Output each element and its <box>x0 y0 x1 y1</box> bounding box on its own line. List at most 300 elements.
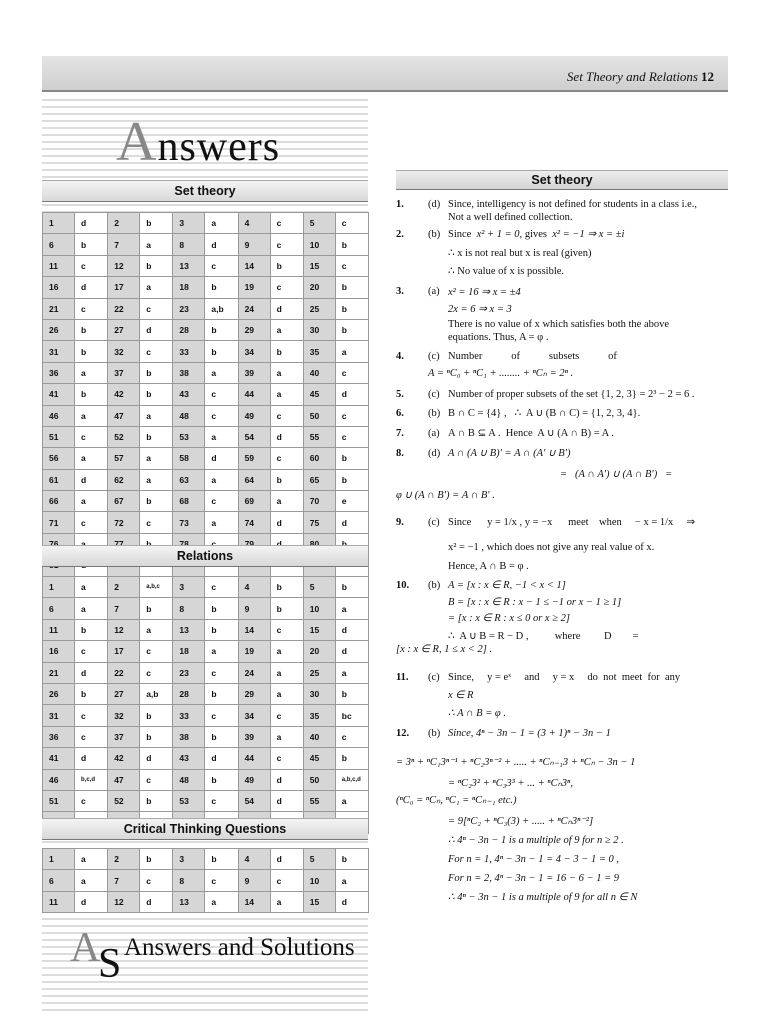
question-number-cell: 12 <box>108 619 140 640</box>
solution-option: (a) <box>428 428 440 439</box>
question-number-cell: 17 <box>108 641 140 662</box>
question-number-cell: 9 <box>238 598 270 619</box>
answer-cell: c <box>140 769 173 790</box>
question-number-cell: 20 <box>303 641 335 662</box>
question-number-cell: 7 <box>108 870 140 891</box>
answer-cell: d <box>205 748 238 769</box>
answer-cell: c <box>335 255 368 276</box>
answer-cell: c <box>75 641 108 662</box>
question-number-cell: 28 <box>173 319 205 340</box>
question-number-cell: 7 <box>108 234 140 255</box>
answer-cell: b <box>335 319 368 340</box>
question-number-cell: 16 <box>43 641 75 662</box>
answer-cell: a <box>205 641 238 662</box>
solution-number: 6. <box>396 408 404 419</box>
question-number-cell: 55 <box>303 790 335 811</box>
answer-cell: b <box>205 769 238 790</box>
set-theory-answer-table <box>42 212 369 577</box>
answer-cell: b <box>140 726 173 747</box>
answer-cell: d <box>75 748 108 769</box>
answer-cell: a <box>205 891 238 912</box>
answer-cell: c <box>205 255 238 276</box>
answer-cell: c <box>205 662 238 683</box>
question-number-cell: 33 <box>173 341 205 362</box>
question-number-cell: 23 <box>173 298 205 319</box>
question-number-cell: 13 <box>173 255 205 276</box>
question-number-cell: 14 <box>238 255 270 276</box>
math-expression: For n = 1, 4ⁿ − 3n − 1 = 4 − 3 − 1 = 0 , <box>448 854 620 865</box>
table-row <box>43 769 369 790</box>
question-number-cell: 14 <box>238 891 270 912</box>
answer-cell: b <box>140 384 173 405</box>
math-expression: B = [x : x ∈ R : x − 1 ≤ −1 or x − 1 ≥ 1] <box>448 597 622 608</box>
solution-option: (c) <box>428 517 440 528</box>
solution-option: (b) <box>428 580 441 591</box>
answer-cell: a <box>205 512 238 533</box>
solution-text <box>448 285 728 344</box>
question-number-cell: 64 <box>238 469 270 490</box>
math-expression: ∴ 4ⁿ − 3n − 1 is a multiple of 9 for n ≥ 2 . <box>448 835 624 846</box>
logo-letter-s: S <box>98 941 122 987</box>
answer-cell: b <box>140 213 173 234</box>
answer-cell: b <box>75 683 108 704</box>
question-number-cell: 62 <box>108 469 140 490</box>
question-number-cell: 44 <box>238 748 270 769</box>
answer-cell: b <box>205 341 238 362</box>
solution-option: (b) <box>428 728 441 739</box>
solution-text: A ∩ B ⊆ A . Hence A ∪ (A ∩ B) = A . <box>448 428 614 439</box>
table-row <box>43 849 369 870</box>
solution-option: (c) <box>428 672 440 683</box>
question-number-cell: 32 <box>108 341 140 362</box>
question-number-cell: 46 <box>43 405 75 426</box>
answer-cell: b <box>140 491 173 512</box>
answer-cell: a <box>75 362 108 383</box>
answer-cell: c <box>335 405 368 426</box>
answer-cell: a <box>270 384 303 405</box>
answer-cell: b <box>205 619 238 640</box>
question-number-cell: 72 <box>108 512 140 533</box>
solution-line: There is no value of x which satisfies both the above <box>448 319 670 330</box>
solution-line: ∴ No value of x is possible. <box>448 266 565 277</box>
question-number-cell: 36 <box>43 362 75 383</box>
answer-cell: c <box>270 870 303 891</box>
solution-number: 11. <box>396 672 409 683</box>
critical-thinking-heading: Critical Thinking Questions <box>42 818 368 840</box>
answer-cell: d <box>75 469 108 490</box>
answer-cell: b <box>205 726 238 747</box>
header-text <box>567 69 714 85</box>
question-number-cell: 15 <box>303 891 335 912</box>
question-number-cell: 65 <box>303 469 335 490</box>
answers-panel <box>42 94 368 1014</box>
answers-title-rest: nswers <box>157 124 281 170</box>
solution-line: ∴ A ∪ B = R − D , where D = <box>448 631 639 642</box>
question-number-cell: 48 <box>173 405 205 426</box>
question-number-cell: 6 <box>43 870 75 891</box>
question-number-cell: 18 <box>173 641 205 662</box>
answer-cell: c <box>270 213 303 234</box>
question-number-cell: 5 <box>303 849 335 870</box>
solution-line: Not a well defined collection. <box>448 212 573 223</box>
solution-line: Number of subsets of <box>448 351 617 362</box>
answer-cell: c <box>335 426 368 447</box>
answer-cell: b <box>335 234 368 255</box>
answer-cell: d <box>335 641 368 662</box>
answer-cell: b <box>205 319 238 340</box>
table-row <box>43 598 369 619</box>
answer-cell: c <box>335 362 368 383</box>
question-number-cell: 43 <box>173 748 205 769</box>
solution-number: 8. <box>396 448 404 459</box>
question-number-cell: 74 <box>238 512 270 533</box>
answer-cell: c <box>270 405 303 426</box>
question-number-cell: 27 <box>108 319 140 340</box>
answer-cell: c <box>335 726 368 747</box>
math-expression: = ⁿC₂3² + ⁿC₃3³ + ... + ⁿCₙ3ⁿ, <box>448 778 573 789</box>
question-number-cell: 54 <box>238 790 270 811</box>
question-number-cell: 36 <box>43 726 75 747</box>
question-number-cell: 11 <box>43 255 75 276</box>
question-number-cell: 49 <box>238 405 270 426</box>
table-row <box>43 319 369 340</box>
answer-cell: a <box>270 641 303 662</box>
question-number-cell: 20 <box>303 277 335 298</box>
answer-cell: c <box>270 705 303 726</box>
answer-cell: d <box>270 790 303 811</box>
answer-cell: a <box>205 469 238 490</box>
answer-cell: a <box>140 277 173 298</box>
answer-cell: a <box>75 577 108 598</box>
answer-cell: d <box>270 298 303 319</box>
solution-option: (a) <box>428 286 440 297</box>
answer-cell: c <box>205 491 238 512</box>
answer-cell: c <box>75 298 108 319</box>
answer-cell: d <box>205 448 238 469</box>
answer-cell: a <box>140 405 173 426</box>
solution-line: Since y = 1/x , y = −x meet when − x = 1/x ⇒ <box>448 517 696 528</box>
question-number-cell: 13 <box>173 619 205 640</box>
solution-option: (d) <box>428 199 441 210</box>
question-number-cell: 24 <box>238 662 270 683</box>
question-number-cell: 42 <box>108 748 140 769</box>
relations-heading: Relations <box>42 545 368 567</box>
answer-cell: c <box>75 512 108 533</box>
table-row <box>43 426 369 447</box>
question-number-cell: 33 <box>173 705 205 726</box>
question-number-cell: 12 <box>108 255 140 276</box>
math-expression: = 3ⁿ + ⁿC₁3ⁿ⁻¹ + ⁿC₂3ⁿ⁻² + ..... + ⁿCₙ₋₁3 + ⁿCₙ − 3n − 1 <box>396 757 636 768</box>
question-number-cell: 34 <box>238 705 270 726</box>
solution-option: (c) <box>428 351 440 362</box>
answer-cell: a <box>75 405 108 426</box>
answer-cell: a <box>270 662 303 683</box>
answer-cell: c <box>75 255 108 276</box>
answer-cell: b <box>140 426 173 447</box>
question-number-cell: 2 <box>108 849 140 870</box>
question-number-cell: 50 <box>303 405 335 426</box>
question-number-cell: 35 <box>303 705 335 726</box>
answer-cell: c <box>140 641 173 662</box>
table-row <box>43 298 369 319</box>
solution-number: 1. <box>396 199 404 210</box>
logo-letter-a: A <box>70 925 101 971</box>
critical-thinking-answer-table <box>42 848 369 913</box>
question-number-cell: 51 <box>43 426 75 447</box>
solution-text-fragment: Since <box>448 229 472 240</box>
question-number-cell: 45 <box>303 384 335 405</box>
answer-cell: c <box>205 405 238 426</box>
table-row <box>43 790 369 811</box>
answer-cell: c <box>75 705 108 726</box>
answer-cell: b <box>270 598 303 619</box>
answer-cell: c <box>75 790 108 811</box>
solution-option: (b) <box>428 408 441 419</box>
answer-cell: b <box>335 683 368 704</box>
answer-cell: d <box>140 748 173 769</box>
question-number-cell: 31 <box>43 341 75 362</box>
answer-cell: d <box>335 619 368 640</box>
answer-cell: c <box>75 426 108 447</box>
table-row <box>43 891 369 912</box>
question-number-cell: 45 <box>303 748 335 769</box>
question-number-cell: 50 <box>303 769 335 790</box>
table-row <box>43 213 369 234</box>
question-number-cell: 28 <box>173 683 205 704</box>
answer-cell: e <box>335 491 368 512</box>
question-number-cell: 15 <box>303 619 335 640</box>
question-number-cell: 58 <box>173 448 205 469</box>
answer-cell: a <box>140 234 173 255</box>
solution-number: 12. <box>396 728 410 739</box>
question-number-cell: 70 <box>303 491 335 512</box>
question-number-cell: 10 <box>303 598 335 619</box>
question-number-cell: 27 <box>108 683 140 704</box>
math-expression: φ ∪ (A ∩ B′) = A ∩ B′ . <box>396 490 495 501</box>
question-number-cell: 59 <box>238 448 270 469</box>
answer-cell: a <box>270 683 303 704</box>
question-number-cell: 37 <box>108 726 140 747</box>
question-number-cell: 51 <box>43 790 75 811</box>
question-number-cell: 55 <box>303 426 335 447</box>
solution-number: 3. <box>396 286 404 297</box>
question-number-cell: 3 <box>173 849 205 870</box>
answer-cell: c <box>140 870 173 891</box>
answer-cell: d <box>140 891 173 912</box>
math-expression: [x : x ∈ R, 1 ≤ x < 2] . <box>396 644 493 655</box>
answer-cell: d <box>335 384 368 405</box>
solution-option: (b) <box>428 229 441 240</box>
table-row <box>43 512 369 533</box>
question-number-cell: 48 <box>173 769 205 790</box>
question-number-cell: 18 <box>173 277 205 298</box>
answer-cell: b <box>335 577 368 598</box>
question-number-cell: 25 <box>303 298 335 319</box>
math-expression: x² = 16 ⇒ x = ±4 <box>448 287 521 298</box>
question-number-cell: 75 <box>303 512 335 533</box>
table-row <box>43 448 369 469</box>
answer-cell: bc <box>335 705 368 726</box>
solution-text <box>448 228 728 278</box>
answer-cell: b <box>205 683 238 704</box>
table-row <box>43 469 369 490</box>
question-number-cell: 8 <box>173 234 205 255</box>
answer-cell: b <box>140 849 173 870</box>
question-number-cell: 34 <box>238 341 270 362</box>
question-number-cell: 4 <box>238 849 270 870</box>
math-expression: ∴ A ∩ B = φ . <box>448 708 506 719</box>
math-expression: For n = 2, 4ⁿ − 3n − 1 = 16 − 6 − 1 = 9 <box>448 873 620 884</box>
solution-number: 4. <box>396 351 404 362</box>
question-number-cell: 8 <box>173 870 205 891</box>
question-number-cell: 15 <box>303 255 335 276</box>
answer-cell: d <box>270 849 303 870</box>
answer-cell: c <box>270 277 303 298</box>
math-expression: = (A ∩ A′) ∪ (A ∩ B′) = <box>560 469 673 480</box>
solution-text <box>448 516 728 573</box>
answer-cell: b <box>140 598 173 619</box>
answer-cell: c <box>270 748 303 769</box>
answer-cell: c <box>140 298 173 319</box>
question-number-cell: 52 <box>108 790 140 811</box>
question-number-cell: 13 <box>173 891 205 912</box>
question-number-cell: 29 <box>238 683 270 704</box>
answer-cell: b <box>140 705 173 726</box>
table-row <box>43 683 369 704</box>
math-expression: = 9[ⁿC₂ + ⁿC₃(3) + ..... + ⁿCₙ3ⁿ⁻²] <box>448 816 594 827</box>
question-number-cell: 52 <box>108 426 140 447</box>
solution-number: 10. <box>396 580 410 591</box>
math-expression: x² = −1 ⇒ x = ±i <box>552 229 625 240</box>
answer-cell: c <box>140 341 173 362</box>
solution-text: Number of proper subsets of the set {1, 2, 3} = 2³ − 2 = 6 . <box>448 389 695 400</box>
answer-cell: a <box>140 469 173 490</box>
solution-line <box>448 228 728 241</box>
answer-cell: b <box>335 277 368 298</box>
answer-cell: b <box>140 255 173 276</box>
question-number-cell: 23 <box>173 662 205 683</box>
table-row <box>43 641 369 662</box>
solution-line: Since, y = eˣ and y = x do not meet for any <box>448 672 681 683</box>
answer-cell: a,b <box>140 683 173 704</box>
answer-cell: b <box>270 255 303 276</box>
question-number-cell: 39 <box>238 726 270 747</box>
answer-cell: a <box>205 426 238 447</box>
question-number-cell: 73 <box>173 512 205 533</box>
question-number-cell: 17 <box>108 277 140 298</box>
answer-cell: d <box>75 662 108 683</box>
question-number-cell: 3 <box>173 577 205 598</box>
answer-cell: a <box>205 213 238 234</box>
question-number-cell: 49 <box>238 769 270 790</box>
question-number-cell: 43 <box>173 384 205 405</box>
answer-cell: d <box>205 234 238 255</box>
question-number-cell: 3 <box>173 213 205 234</box>
answer-cell: d <box>75 213 108 234</box>
answer-cell: c <box>140 512 173 533</box>
question-number-cell: 4 <box>238 213 270 234</box>
question-number-cell: 5 <box>303 213 335 234</box>
solution-text <box>448 198 728 224</box>
question-number-cell: 46 <box>43 769 75 790</box>
solution-line: Hence, A ∩ B = φ . <box>448 561 529 572</box>
question-number-cell: 6 <box>43 234 75 255</box>
chapter-title: Set Theory and Relations <box>566 69 698 84</box>
answer-cell: a,b,c,d <box>335 769 368 790</box>
question-number-cell: 14 <box>238 619 270 640</box>
question-number-cell: 47 <box>108 405 140 426</box>
answer-cell: b <box>335 298 368 319</box>
question-number-cell: 1 <box>43 213 75 234</box>
question-number-cell: 39 <box>238 362 270 383</box>
math-expression: A ∩ (A ∪ B)′ = A ∩ (A′ ∪ B′) <box>448 448 571 459</box>
math-expression: = [x : x ∈ R : x ≤ 0 or x ≥ 2] <box>448 613 570 624</box>
answer-cell: b <box>205 277 238 298</box>
answer-cell: a <box>270 362 303 383</box>
answer-cell: a <box>75 491 108 512</box>
question-number-cell: 22 <box>108 662 140 683</box>
solution-text <box>428 350 728 380</box>
table-row <box>43 726 369 747</box>
answer-cell: c <box>75 726 108 747</box>
question-number-cell: 26 <box>43 683 75 704</box>
answer-cell: a <box>270 726 303 747</box>
answer-cell: a <box>335 662 368 683</box>
answer-cell: a,b,c <box>140 577 173 598</box>
table-row <box>43 362 369 383</box>
question-number-cell: 41 <box>43 748 75 769</box>
answer-cell: b <box>75 384 108 405</box>
answer-cell: c <box>270 619 303 640</box>
solution-text: B ∩ C = {4} , ∴ A ∪ (B ∩ C) = {1, 2, 3, 4}. <box>448 408 641 419</box>
question-number-cell: 24 <box>238 298 270 319</box>
answer-cell: d <box>75 277 108 298</box>
solution-text <box>396 447 728 502</box>
answer-cell: b <box>75 341 108 362</box>
question-number-cell: 63 <box>173 469 205 490</box>
question-number-cell: 19 <box>238 641 270 662</box>
answer-cell: b <box>140 362 173 383</box>
answer-cell: b <box>205 849 238 870</box>
question-number-cell: 8 <box>173 598 205 619</box>
table-row <box>43 234 369 255</box>
answer-cell: d <box>270 426 303 447</box>
solution-number: 7. <box>396 428 404 439</box>
table-row <box>43 577 369 598</box>
answer-cell: c <box>205 577 238 598</box>
question-number-cell: 37 <box>108 362 140 383</box>
relations-answer-table <box>42 576 369 834</box>
question-number-cell: 11 <box>43 891 75 912</box>
question-number-cell: 68 <box>173 491 205 512</box>
question-number-cell: 69 <box>238 491 270 512</box>
question-number-cell: 67 <box>108 491 140 512</box>
question-number-cell: 30 <box>303 319 335 340</box>
answer-cell: a <box>270 491 303 512</box>
answer-cell: d <box>140 319 173 340</box>
answers-solutions-logo <box>68 924 358 987</box>
question-number-cell: 1 <box>43 849 75 870</box>
question-number-cell: 10 <box>303 870 335 891</box>
math-expression: 2x = 6 ⇒ x = 3 <box>448 304 512 315</box>
answer-cell: d <box>75 891 108 912</box>
question-number-cell: 53 <box>173 426 205 447</box>
solution-line: Since, intelligency is not defined for students in a class i.e., <box>448 199 698 210</box>
answer-cell: a <box>75 598 108 619</box>
solution-number: 2. <box>396 229 404 240</box>
question-number-cell: 19 <box>238 277 270 298</box>
page-header <box>42 56 728 92</box>
